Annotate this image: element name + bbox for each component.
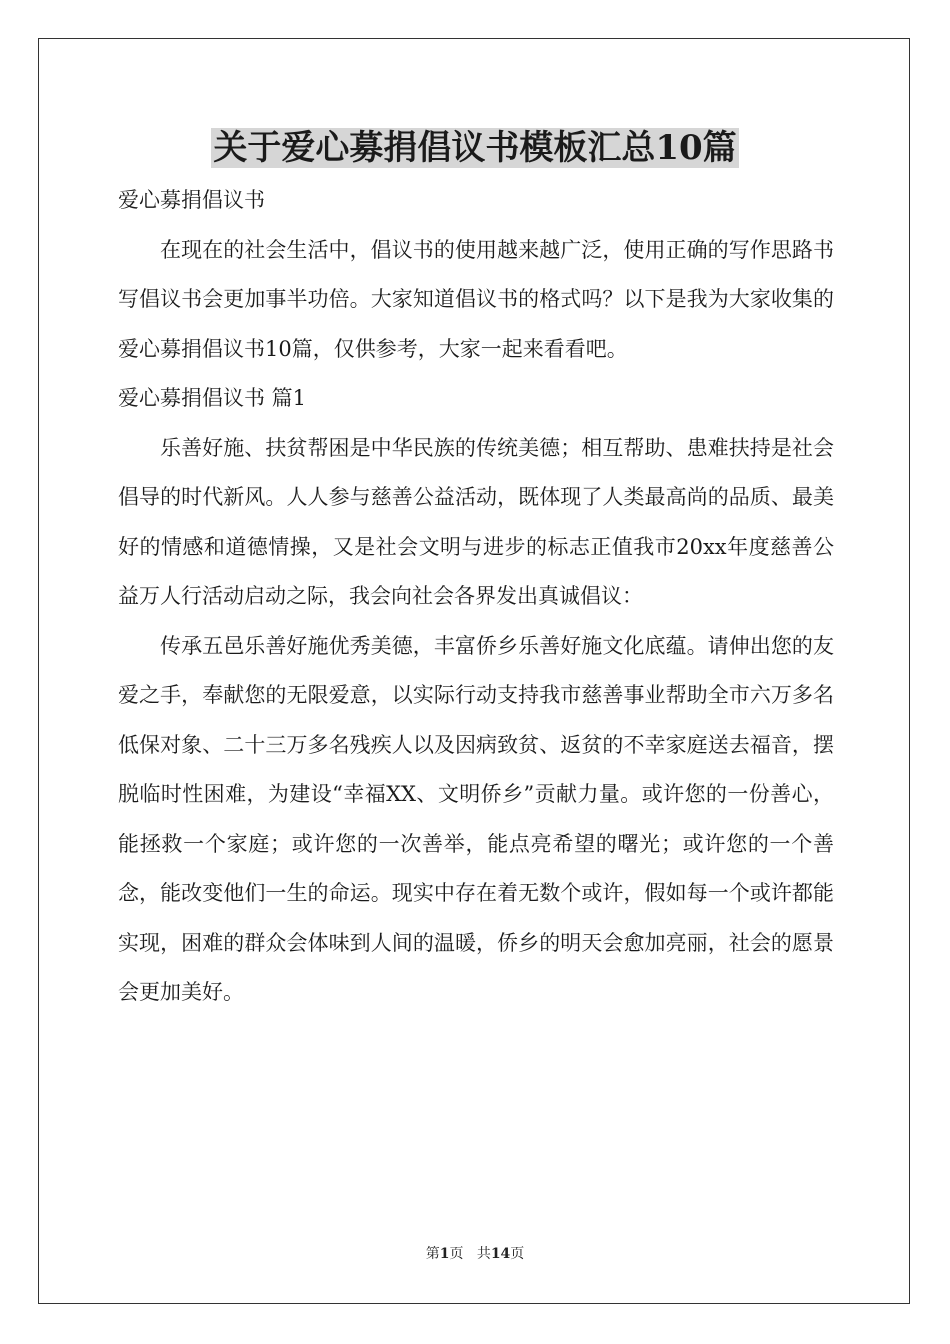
document-title-text: 关于爱心募捐倡议书模板汇总10篇 [213, 128, 737, 168]
document-body [118, 176, 834, 1018]
section-heading: 爱心募捐倡议书 [118, 188, 265, 212]
page-prefix: 第 [425, 1246, 440, 1262]
page-total: 14 [490, 1246, 511, 1262]
body-paragraph: 传承五邑乐善好施优秀美德，丰富侨乡乐善好施文化底蕴。请伸出您的友爱之手，奉献您的无限爱意，以实际行动支持我市慈善事业帮助全市六万多名低保对象、二十三万多名残疾人以及因病致贫、返贫的不幸家庭送去福音，摆脱临时性困难，为建设“幸福XX、文明侨乡”贡献力量。或许您的一份善心，能拯救一个家庭；或许您的一次善举，能点亮希望的曙光；或许您的一个善念，能改变他们一生的命运。现实中存在着无数个或许，假如每一个或许都能实现，困难的群众会体味到人间的温暖，侨乡的明天会愈加亮丽，社会的愿景会更加美好。 [118, 633, 834, 1004]
section-heading: 爱心募捐倡议书 篇1 [118, 386, 307, 410]
page-unit: 页 [449, 1246, 464, 1262]
document-title [0, 126, 950, 170]
total-unit: 页 [510, 1246, 525, 1262]
page-footer [0, 1244, 950, 1264]
page-current: 1 [439, 1246, 450, 1262]
body-paragraph: 在现在的社会生活中，倡议书的使用越来越广泛，使用正确的写作思路书写倡议书会更加事半功倍。大家知道倡议书的格式吗？以下是我为大家收集的爱心募捐倡议书10篇，仅供参考，大家一起来看看吧。 [118, 237, 834, 361]
total-prefix: 共 [476, 1246, 491, 1262]
body-paragraph: 乐善好施、扶贫帮困是中华民族的传统美德；相互帮助、患难扶持是社会倡导的时代新风。人人参与慈善公益活动，既体现了人类最高尚的品质、最美好的情感和道德情操，又是社会文明与进步的标志正值我市20xx年度慈善公益万人行活动启动之际，我会向社会各界发出真诚倡议： [118, 435, 834, 608]
